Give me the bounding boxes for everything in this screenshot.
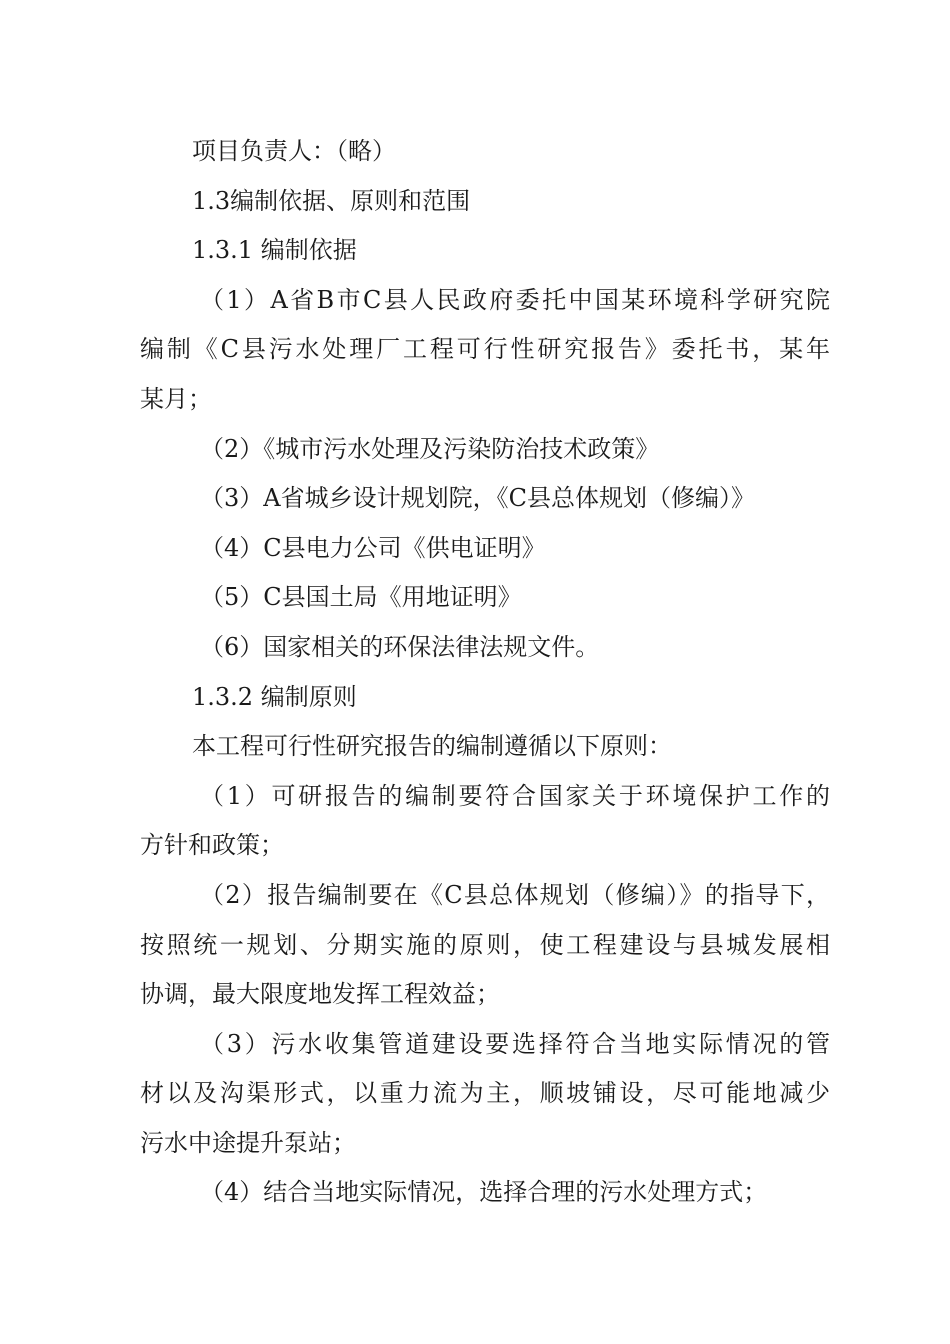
principle-2-line-1: （2）报告编制要在《C县总体规划（修编）》的指导下， xyxy=(200,880,830,909)
basis-item-6: （6）国家相关的环保法律法规文件。 xyxy=(200,632,600,661)
basis-item-1-line-2: 编制《C县污水处理厂工程可行性研究报告》委托书，某年 xyxy=(140,335,830,364)
basis-item-3: （3）A省城乡设计规划院，《C县总体规划（修编）》 xyxy=(200,484,755,513)
basis-item-2: （2）《城市污水处理及污染防治技术政策》 xyxy=(200,434,660,463)
basis-item-5: （5）C县国土局《用地证明》 xyxy=(200,583,522,612)
basis-item-1-line-1: （1）A省B市C县人民政府委托中国某环境科学研究院 xyxy=(200,285,830,314)
project-leader-line: 项目负责人：（略） xyxy=(192,137,396,165)
basis-item-1-line-3: 某月； xyxy=(140,384,212,413)
principle-2-line-3: 协调，最大限度地发挥工程效益； xyxy=(140,980,500,1009)
section-heading-1-3-1: 1.3.1 编制依据 xyxy=(192,236,357,265)
principle-1-line-2: 方针和政策； xyxy=(140,831,284,860)
principle-2-line-2: 按照统一规划、分期实施的原则，使工程建设与县城发展相 xyxy=(140,930,830,959)
document-body xyxy=(140,127,830,1218)
principle-3-line-3: 污水中途提升泵站； xyxy=(140,1128,356,1157)
basis-item-4: （4）C县电力公司《供电证明》 xyxy=(200,533,546,562)
principle-3-line-2: 材以及沟渠形式，以重力流为主，顺坡铺设，尽可能地减少 xyxy=(140,1079,830,1108)
section-heading-1-3-2: 1.3.2 编制原则 xyxy=(192,682,357,711)
principles-intro: 本工程可行性研究报告的编制遵循以下原则： xyxy=(192,732,672,761)
principle-1-line-1: （1）可研报告的编制要符合国家关于环境保护工作的 xyxy=(200,781,830,810)
principle-4-line-1: （4）结合当地实际情况，选择合理的污水处理方式； xyxy=(200,1178,768,1207)
section-heading-1-3: 1.3编制依据、原则和范围 xyxy=(192,186,471,215)
principle-3-line-1: （3）污水收集管道建设要选择符合当地实际情况的管 xyxy=(200,1029,830,1058)
